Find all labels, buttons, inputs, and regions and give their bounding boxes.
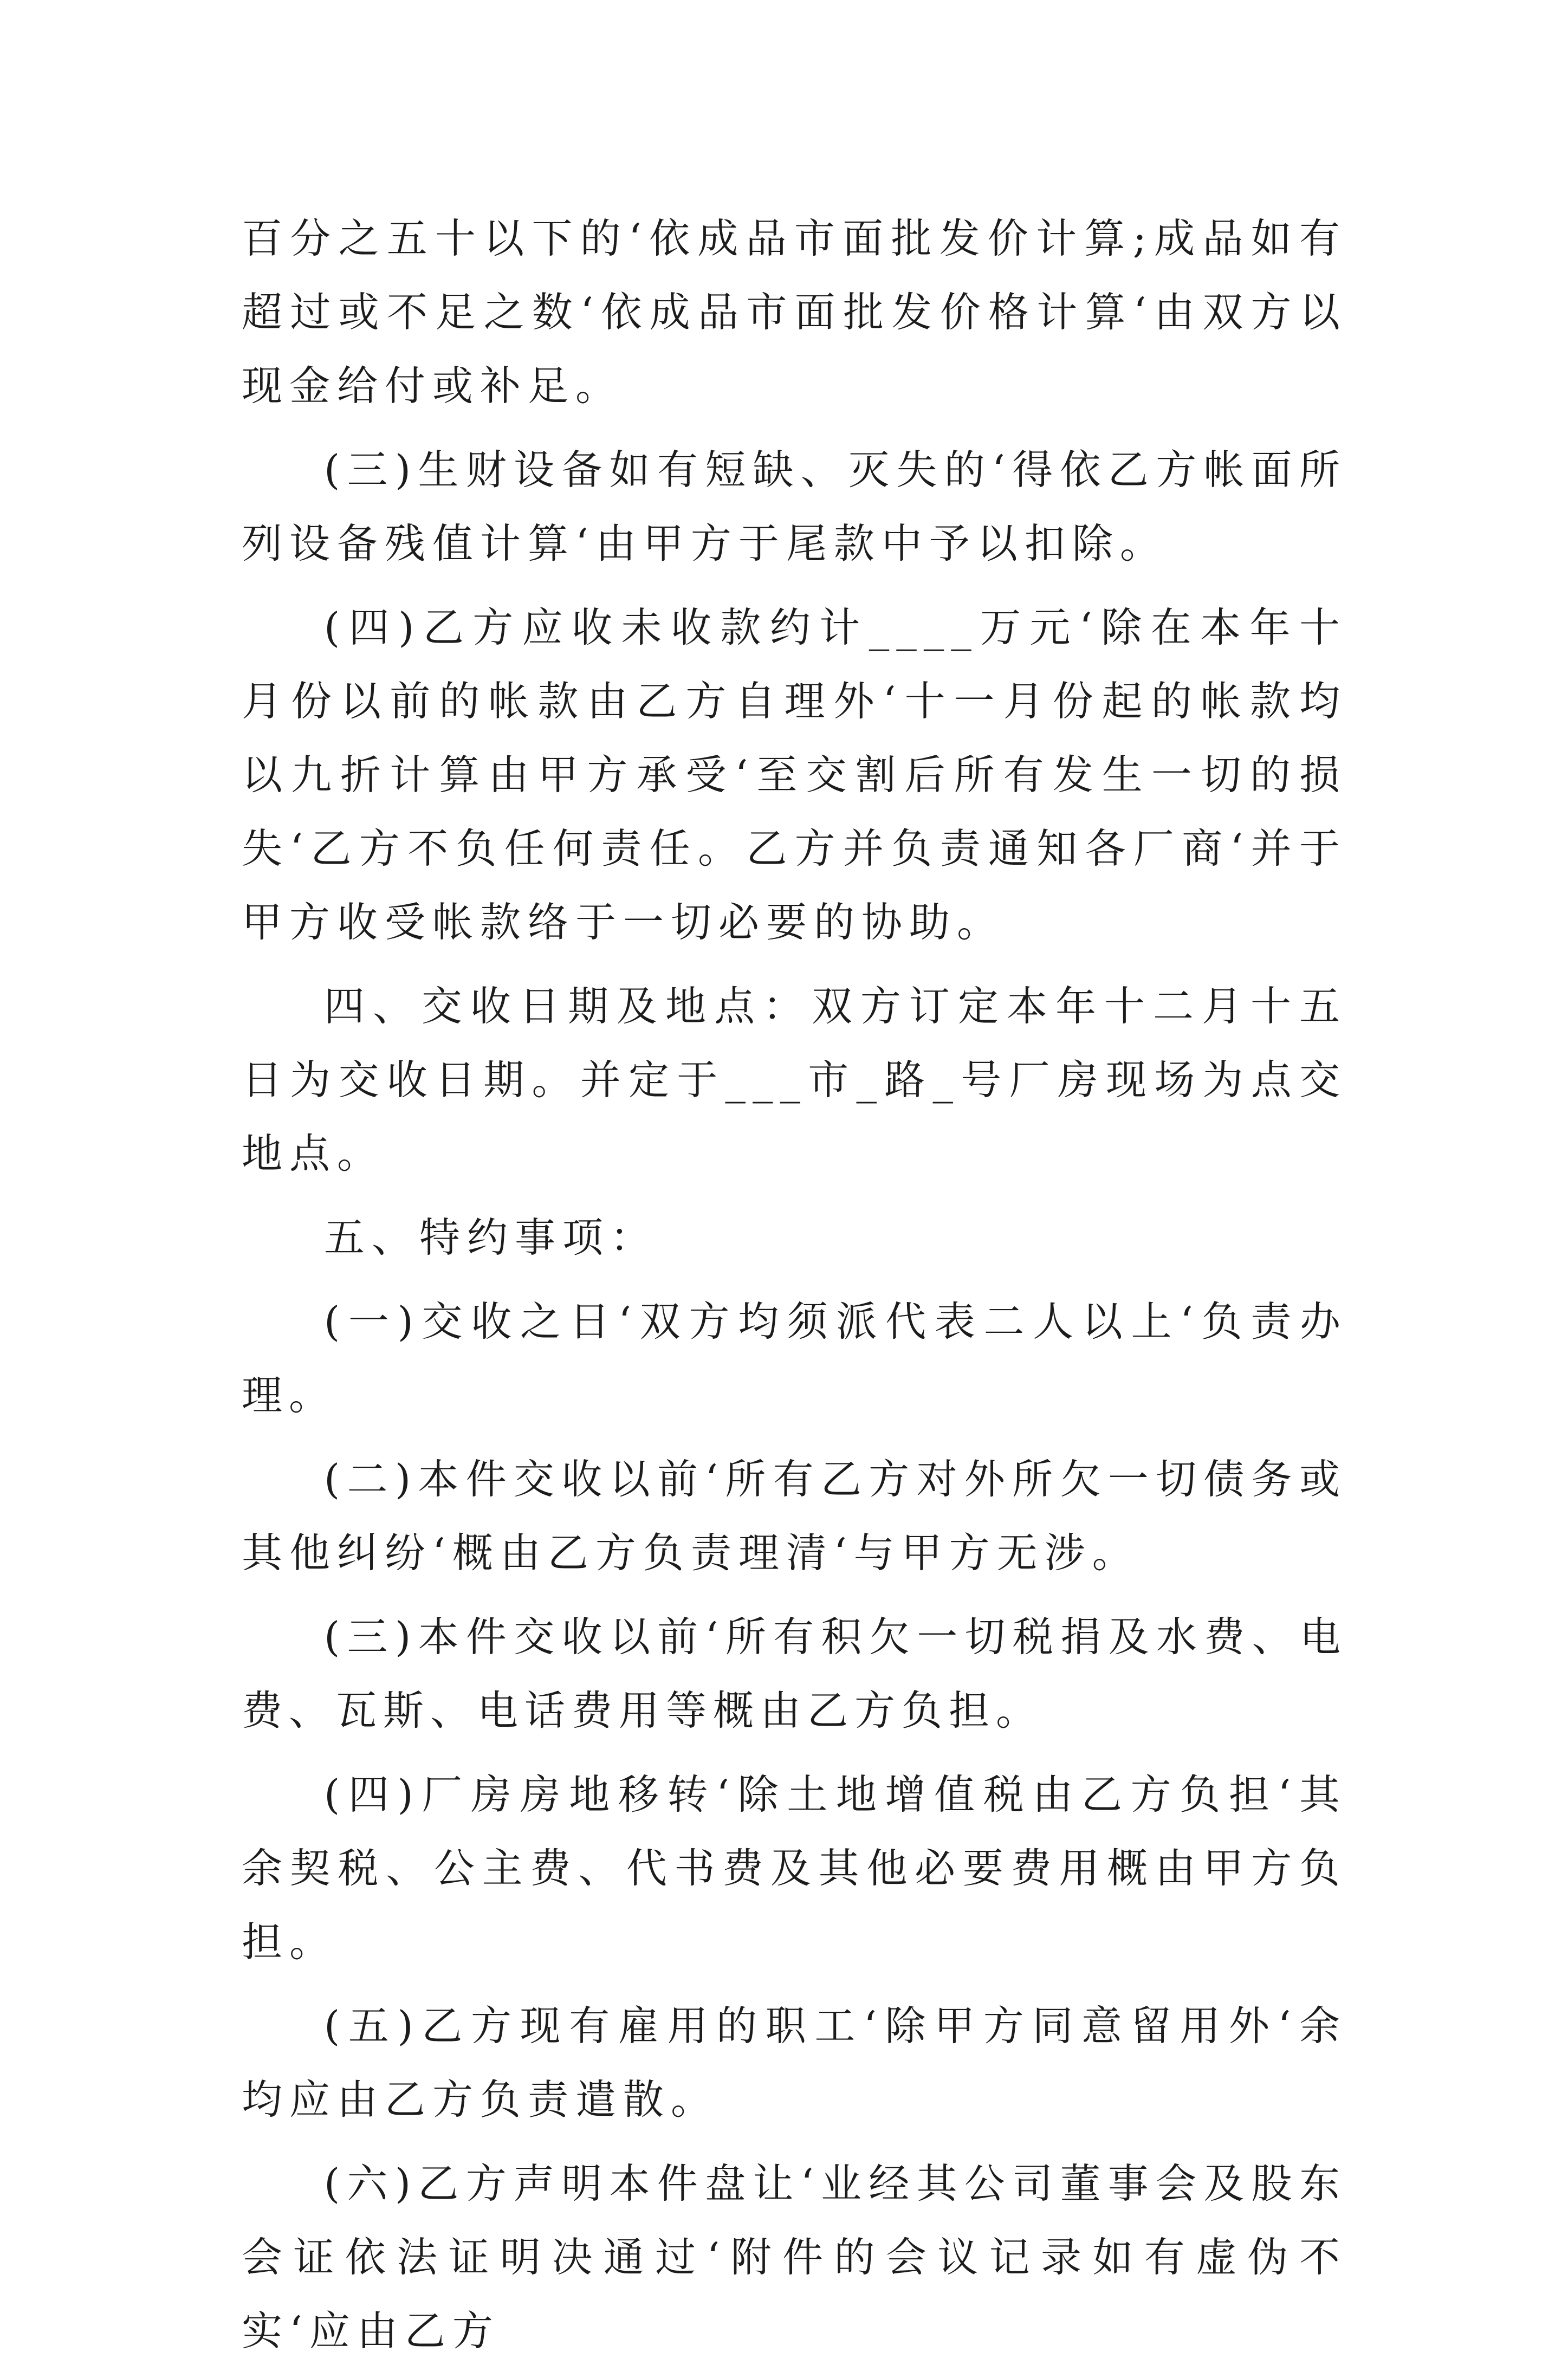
document-body <box>242 202 1347 2378</box>
paragraph-board-approval: (六)乙方声明本件盘让‘业经其公司董事会及股东会证依法证明决通过‘附件的会议记录如有虚伪不实‘应由乙方 <box>242 2160 1347 2355</box>
paragraph-prior-debts: (二)本件交收以前‘所有乙方对外所欠一切债务或其他纠纷‘概由乙方负责理清‘与甲方无涉。 <box>242 1455 1347 1577</box>
paragraph-handover-date-place: 四、交收日期及地点：双方订定本年十二月十五日为交收日期。并定于___市_路_号厂房现场为点交地点。 <box>242 982 1347 1177</box>
paragraph-special-terms-heading: 五、特约事项： <box>324 1214 658 1261</box>
paragraph-property-transfer-fees: (四)厂房房地移转‘除土地增值税由乙方负担‘其余契税、公主费、代书费及其他必要费用概由甲方负担。 <box>242 1771 1347 1966</box>
paragraph-equipment-shortage: (三)生财设备如有短缺、灭失的‘得依乙方帐面所列设备残值计算‘由甲方于尾款中予以扣除。 <box>242 446 1347 567</box>
paragraph-handover-representatives: (一)交收之日‘双方均须派代表二人以上‘负责办理。 <box>242 1298 1347 1419</box>
paragraph-employee-dismissal: (五)乙方现有雇用的职工‘除甲方同意留用外‘余均应由乙方负责遣散。 <box>242 2002 1347 2123</box>
paragraph-receivables: (四)乙方应收未收款约计____万元‘除在本年十月份以前的帐款由乙方自理外‘十一月份起的帐款均以九折计算由甲方承受‘至交割后所有发生一切的损失‘乙方不负任何责任。乙方并负责通知各厂商‘并于甲方收受帐款络于一切必要的协助。 <box>242 604 1347 946</box>
paragraph-settlement-prices: 百分之五十以下的‘依成品市面批发价计算;成品如有超过或不足之数‘依成品市面批发价格计算‘由双方以现金给付或补足。 <box>242 215 1347 410</box>
paragraph-taxes-utilities: (三)本件交收以前‘所有积欠一切税捐及水费、电费、瓦斯、电话费用等概由乙方负担。 <box>242 1613 1347 1734</box>
